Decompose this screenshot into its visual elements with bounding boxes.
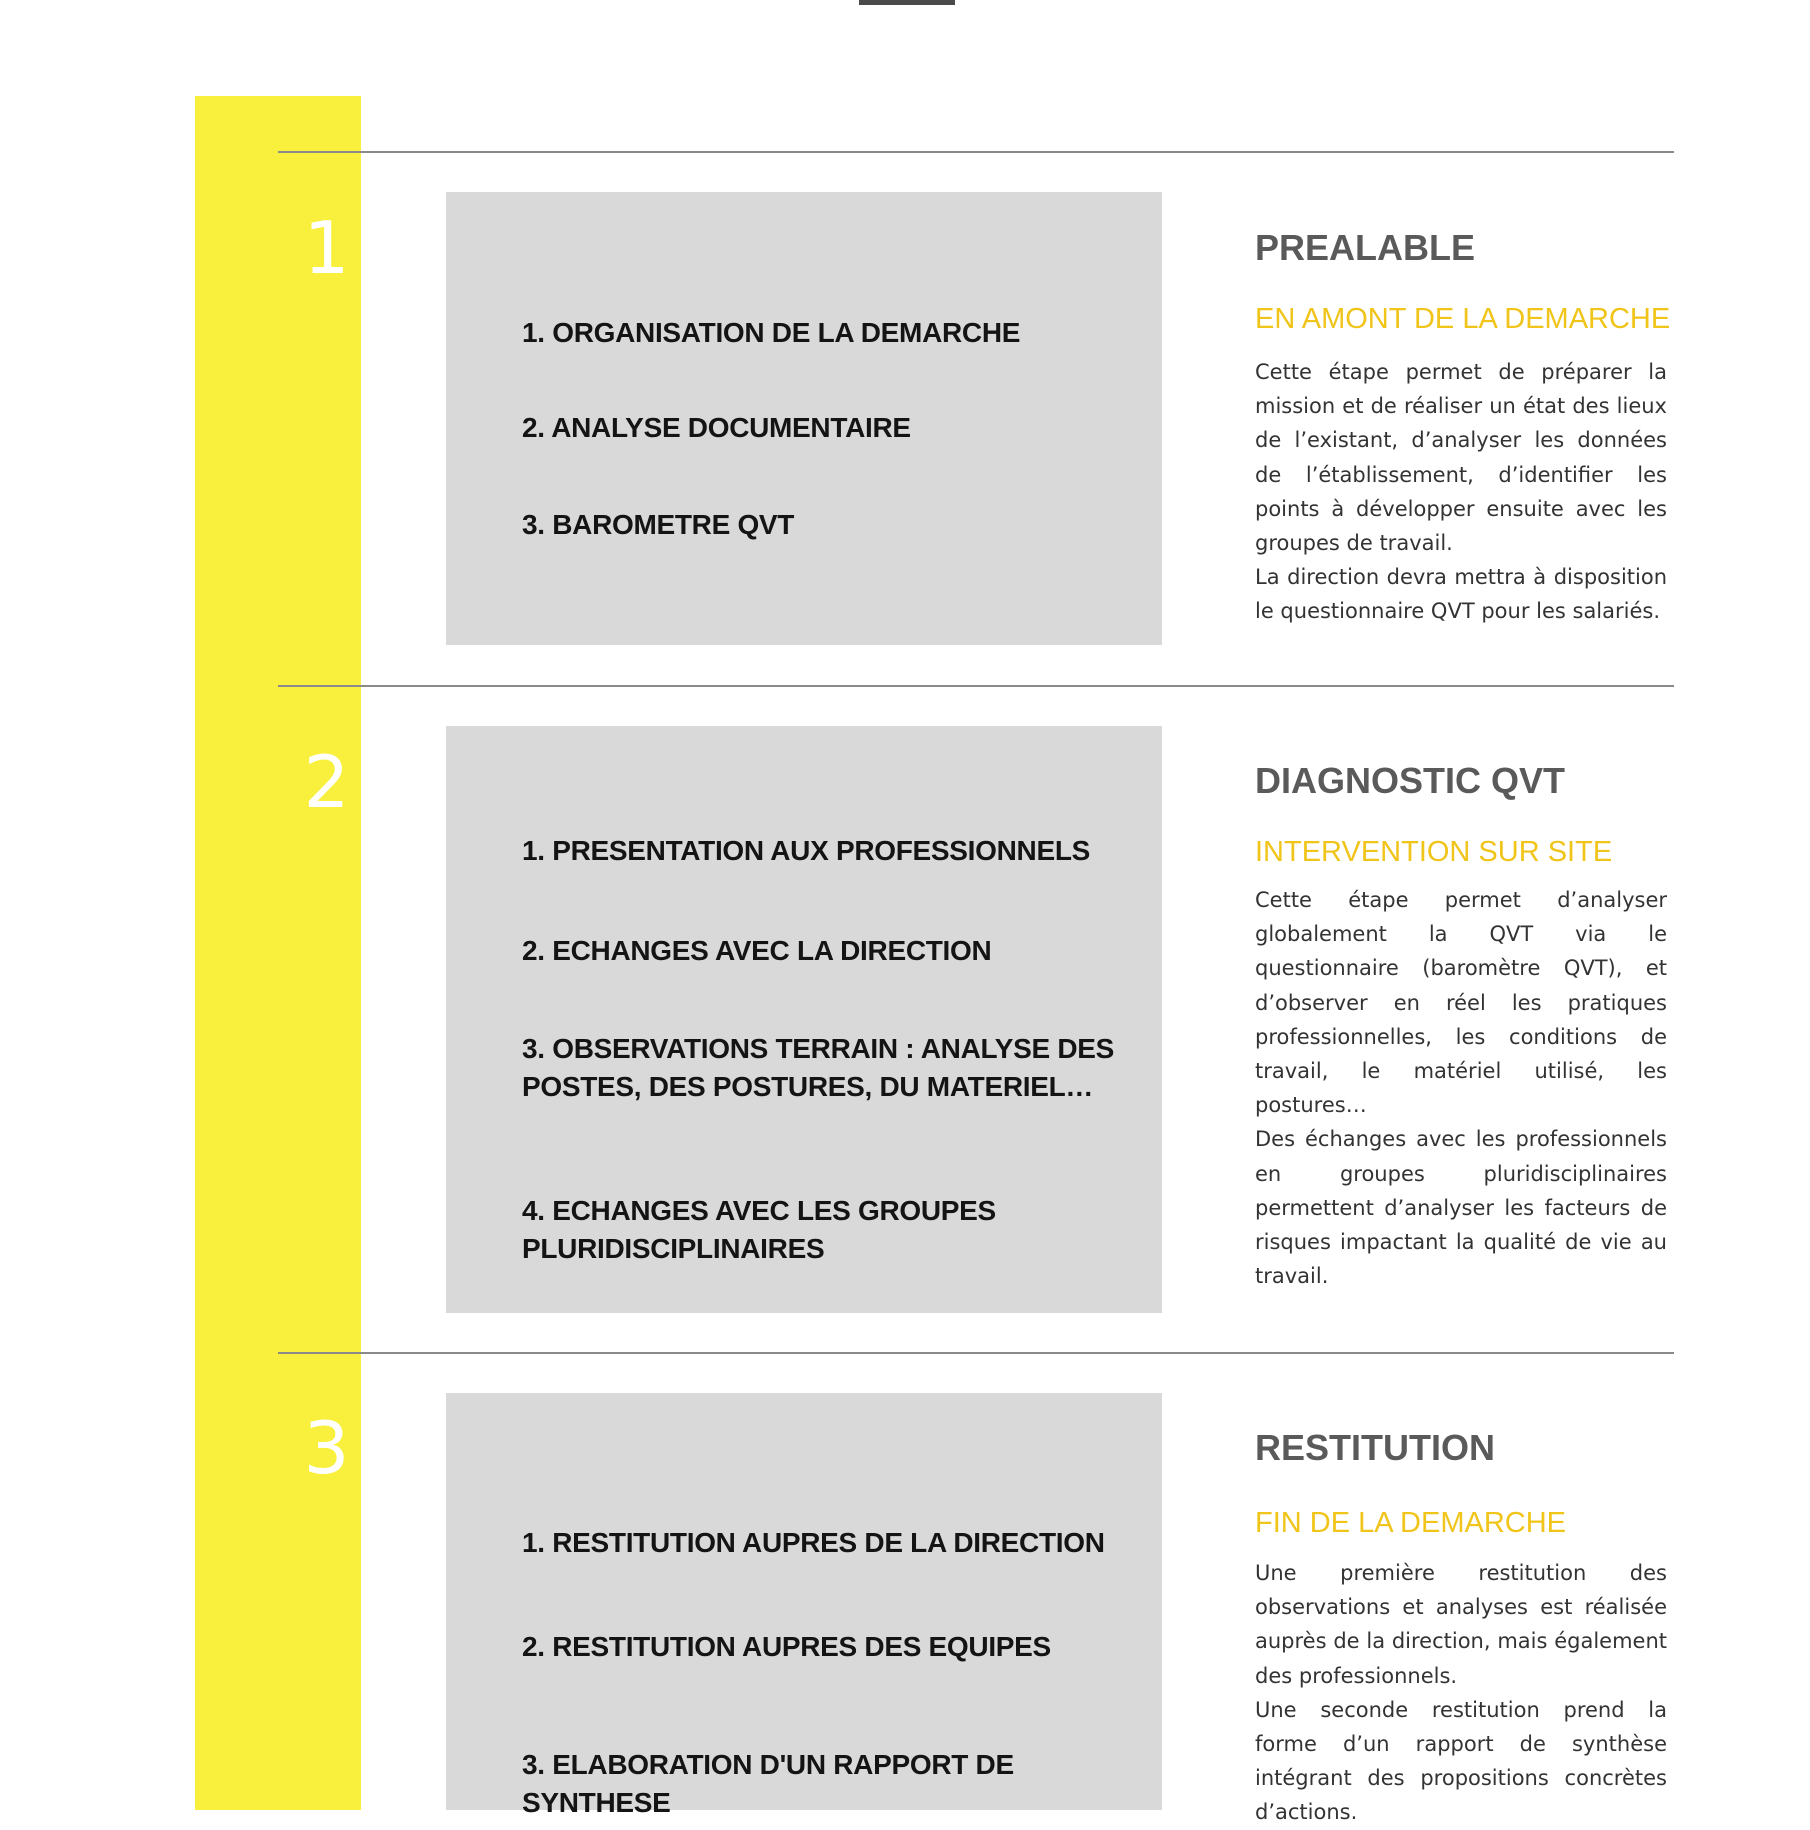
section-subtitle: EN AMONT DE LA DEMARCHE: [1255, 303, 1671, 335]
step-number: 2: [303, 740, 350, 824]
description-paragraph: Une première restitution des observations et analyses est réalisée auprès de la direction, mais également des professionnels.: [1255, 1561, 1667, 1688]
step-number: 3: [303, 1406, 350, 1490]
section-divider: [278, 685, 1674, 687]
section-subtitle: INTERVENTION SUR SITE: [1255, 836, 1613, 868]
section-description: [1255, 883, 1667, 1293]
step-item: 1. PRESENTATION AUX PROFESSIONNELS: [522, 835, 1091, 866]
description-paragraph: Cette étape permet de préparer la mission et de réaliser un état des lieux de l’existant, d’analyser les données de l’établissement, d’identifier les points à développer ensuite avec les groupes de travail.: [1255, 360, 1667, 556]
step-item: 1. ORGANISATION DE LA DEMARCHE: [522, 317, 1021, 348]
section-title: RESTITUTION: [1255, 1427, 1495, 1468]
description-paragraph: Des échanges avec les professionnels en groupes pluridisciplinaires permettent d’analyser les facteurs de risques impactant la qualité de vie au travail.: [1255, 1127, 1667, 1289]
step-items-box: [446, 1393, 1162, 1818]
step-item: 1. RESTITUTION AUPRES DE LA DIRECTION: [522, 1527, 1105, 1558]
section-title: DIAGNOSTIC QVT: [1255, 760, 1566, 801]
top-tab-marker: [859, 0, 955, 5]
step-item: 2. ECHANGES AVEC LA DIRECTION: [522, 935, 992, 966]
section-title: PREALABLE: [1255, 227, 1476, 268]
section-divider: [278, 151, 1674, 153]
step-item: 4. ECHANGES AVEC LES GROUPES PLURIDISCIPLINAIRES: [522, 1195, 996, 1264]
step-item: 3. OBSERVATIONS TERRAIN : ANALYSE DES POSTES, DES POSTURES, DU MATERIEL…: [522, 1033, 1115, 1102]
section-divider: [278, 1352, 1674, 1354]
description-paragraph: La direction devra mettra à disposition le questionnaire QVT pour les salariés.: [1255, 565, 1667, 624]
step-item: 2. ANALYSE DOCUMENTAIRE: [522, 412, 911, 443]
section-subtitle: FIN DE LA DEMARCHE: [1255, 1507, 1566, 1539]
step-items-box: [446, 726, 1162, 1313]
section-description: [1255, 1556, 1667, 1830]
step-item: 2. RESTITUTION AUPRES DES EQUIPES: [522, 1631, 1051, 1662]
step-number: 1: [303, 206, 350, 290]
step-item: 3. BAROMETRE QVT: [522, 509, 795, 540]
yellow-timeline-band: [195, 96, 361, 1810]
description-paragraph: Cette étape permet d’analyser globalement la QVT via le questionnaire (baromètre QVT), et d’observer en réel les pratiques professionnelles, les conditions de travail, le matériel utilisé, les postures…: [1255, 888, 1667, 1118]
step-items-box: [446, 192, 1162, 645]
section-description: [1255, 355, 1667, 629]
step-item: 3. ELABORATION D'UN RAPPORT DE SYNTHESE: [522, 1749, 1014, 1818]
description-paragraph: Une seconde restitution prend la forme d’un rapport de synthèse intégrant des propositions concrètes d’actions.: [1255, 1697, 1667, 1825]
